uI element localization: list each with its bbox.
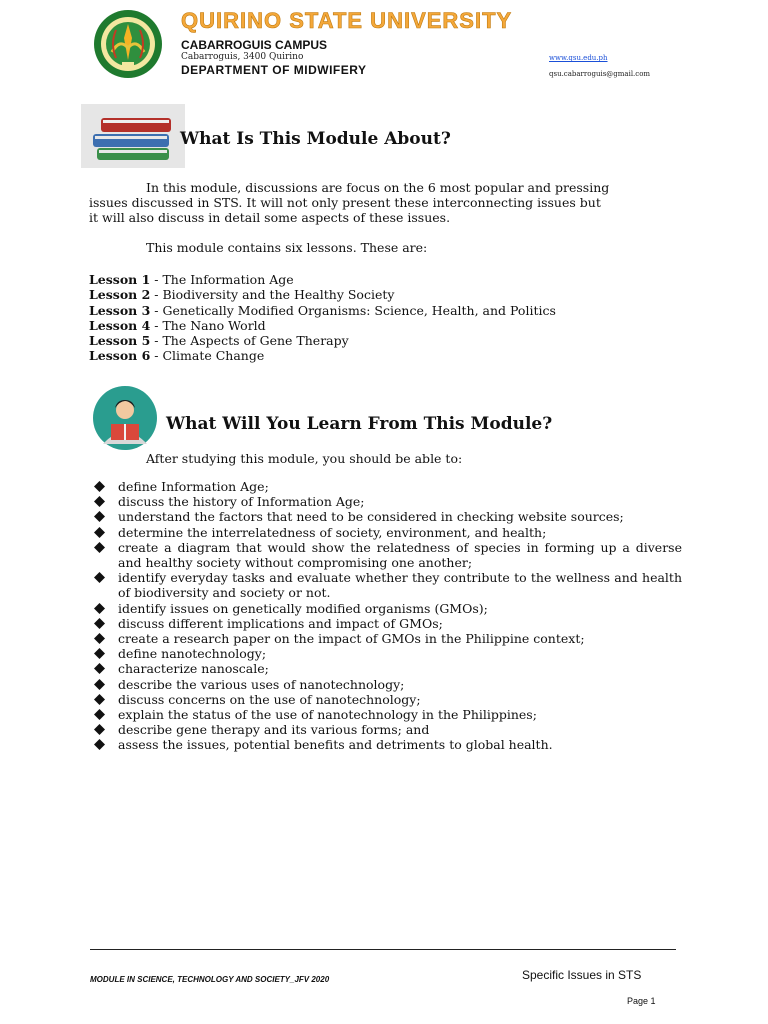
lesson-item: Lesson 3 - Genetically Modified Organisms: Science, Health, and Politics bbox=[89, 302, 556, 318]
lessons-intro: This module contains six lessons. These are: bbox=[146, 240, 428, 255]
person-reading-icon bbox=[93, 386, 157, 450]
diamond-bullet-icon bbox=[94, 724, 105, 735]
diamond-bullet-icon bbox=[94, 572, 105, 583]
footer-module-label: MODULE IN SCIENCE, TECHNOLOGY AND SOCIETY_JFV 2020 bbox=[90, 975, 330, 984]
stacked-books-icon bbox=[81, 104, 185, 168]
description-line: it will also discuss in detail some aspects of these issues. bbox=[89, 210, 451, 225]
diamond-bullet-icon bbox=[94, 481, 105, 492]
department-name: DEPARTMENT OF MIDWIFERY bbox=[181, 63, 367, 77]
module-description bbox=[89, 180, 681, 225]
contact-email: qsu.cabarroguis@gmail.com bbox=[549, 70, 651, 78]
lesson-item: Lesson 4 - The Nano World bbox=[89, 317, 266, 333]
lesson-item: Lesson 1 - The Information Age bbox=[89, 272, 294, 287]
diamond-bullet-icon bbox=[94, 633, 105, 644]
lesson-item: Lesson 2 - Biodiversity and the Healthy Society bbox=[89, 287, 395, 303]
objective-item: create a diagram that would show the relatedness of species in forming up a diverse and healthy society without compromising one another; bbox=[94, 540, 682, 570]
lesson-list bbox=[89, 272, 556, 364]
diamond-bullet-icon bbox=[94, 663, 105, 674]
objective-item: discuss the history of Information Age; bbox=[94, 494, 682, 509]
objective-item: understand the factors that need to be considered in checking website sources; bbox=[94, 509, 682, 524]
objective-item: assess the issues, potential benefits and detriments to global health. bbox=[94, 737, 682, 752]
section-heading-module-about: What Is This Module About? bbox=[180, 129, 451, 149]
objective-item: identify issues on genetically modified organisms (GMOs); bbox=[94, 601, 682, 616]
diamond-bullet-icon bbox=[94, 511, 105, 522]
diamond-bullet-icon bbox=[94, 679, 105, 690]
diamond-bullet-icon bbox=[94, 527, 105, 538]
diamond-bullet-icon bbox=[94, 603, 105, 614]
diamond-bullet-icon bbox=[94, 648, 105, 659]
university-name: QUIRINO STATE UNIVERSITY bbox=[181, 8, 513, 33]
objective-item: identify everyday tasks and evaluate whether they contribute to the wellness and health of biodiversity and society or not. bbox=[94, 570, 682, 600]
diamond-bullet-icon bbox=[94, 542, 105, 553]
objectives-intro: After studying this module, you should be able to: bbox=[146, 451, 463, 466]
objective-item: describe the various uses of nanotechnology; bbox=[94, 677, 682, 692]
campus-address: Cabarroguis, 3400 Quirino bbox=[181, 52, 304, 62]
objective-list bbox=[94, 479, 682, 753]
diamond-bullet-icon bbox=[94, 618, 105, 629]
objective-item: describe gene therapy and its various forms; and bbox=[94, 722, 682, 737]
description-line: In this module, discussions are focus on the 6 most popular and pressing bbox=[146, 180, 610, 195]
diamond-bullet-icon bbox=[94, 709, 105, 720]
page-number: Page 1 bbox=[627, 996, 656, 1006]
campus-name: CABARROGUIS CAMPUS bbox=[181, 38, 328, 52]
lesson-item: Lesson 6 - Climate Change bbox=[89, 348, 265, 364]
diamond-bullet-icon bbox=[94, 694, 105, 705]
objective-item: create a research paper on the impact of GMOs in the Philippine context; bbox=[94, 631, 682, 646]
footer-divider bbox=[90, 949, 676, 950]
lesson-item: Lesson 5 - The Aspects of Gene Therapy bbox=[89, 333, 349, 349]
website-link[interactable]: www.qsu.edu.ph bbox=[549, 54, 608, 62]
objective-item: determine the interrelatedness of society, environment, and health; bbox=[94, 525, 682, 540]
university-seal-icon bbox=[92, 8, 164, 80]
objective-item: define Information Age; bbox=[94, 479, 682, 494]
objective-item: discuss concerns on the use of nanotechnology; bbox=[94, 692, 682, 707]
description-line: issues discussed in STS. It will not only present these interconnecting issues but bbox=[89, 195, 601, 210]
objective-item: discuss different implications and impact of GMOs; bbox=[94, 616, 682, 631]
objective-item: explain the status of the use of nanotechnology in the Philippines; bbox=[94, 707, 682, 722]
objective-item: define nanotechnology; bbox=[94, 646, 682, 661]
diamond-bullet-icon bbox=[94, 496, 105, 507]
diamond-bullet-icon bbox=[94, 739, 105, 750]
section-heading-learning-outcomes: What Will You Learn From This Module? bbox=[166, 414, 553, 434]
objective-item: characterize nanoscale; bbox=[94, 661, 682, 676]
footer-chapter-title: Specific Issues in STS bbox=[522, 968, 642, 982]
